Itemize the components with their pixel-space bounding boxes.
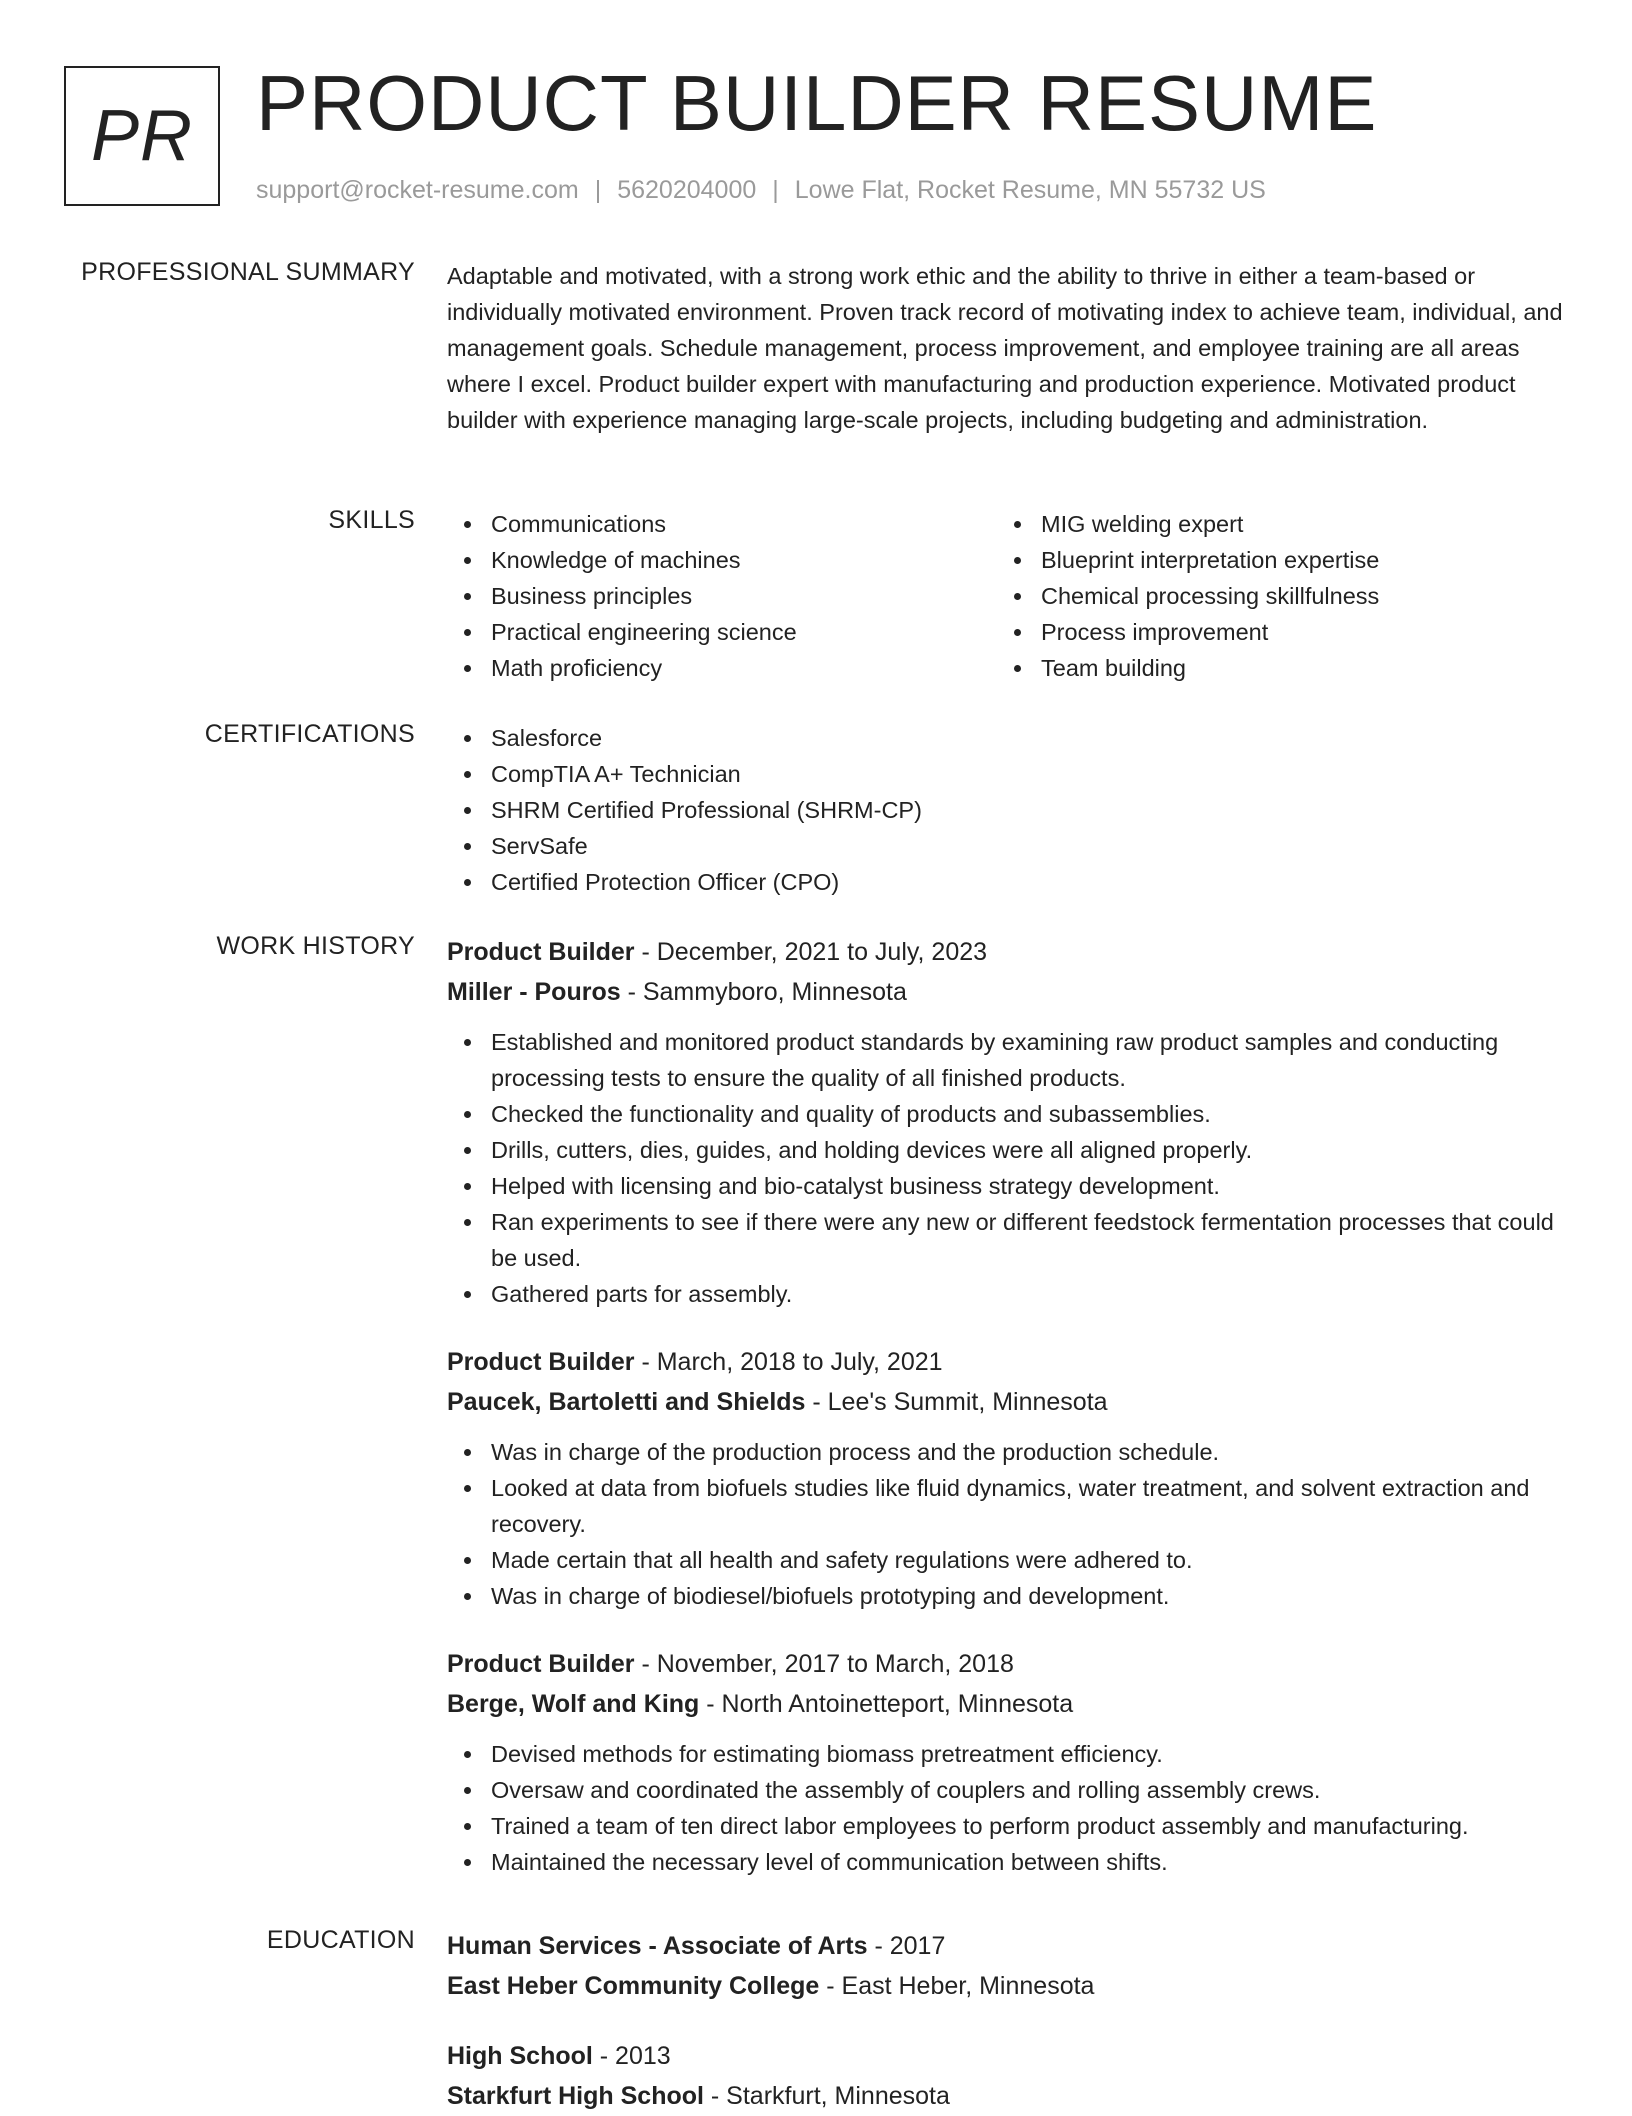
section-label: EDUCATION xyxy=(266,1926,415,1954)
contact-address: Lowe Flat, Rocket Resume, MN 55732 US xyxy=(794,176,1266,204)
list-item: Oversaw and coordinated the assembly of couplers and rolling assembly crews. xyxy=(447,1772,1567,1808)
contact-line xyxy=(256,176,1266,205)
job-title-line xyxy=(447,1342,1567,1382)
section-label: PROFESSIONAL SUMMARY xyxy=(81,258,415,286)
list-item: Math proficiency xyxy=(447,650,967,686)
list-item: Made certain that all health and safety regulations were adhered to. xyxy=(447,1542,1567,1578)
job-dates: - March, 2018 to July, 2021 xyxy=(634,1348,943,1376)
job-title: Product Builder xyxy=(447,1650,635,1678)
list-item: Devised methods for estimating biomass pretreatment efficiency. xyxy=(447,1736,1567,1772)
school: Starkfurt High School xyxy=(447,2082,704,2110)
section-label: CERTIFICATIONS xyxy=(204,720,415,748)
job-company-line xyxy=(447,1684,1567,1724)
summary-text: Adaptable and motivated, with a strong work ethic and the ability to thrive in either a team-based or individually motivated environment. Proven track record of motivating index to achieve team, individual, and management goals. Schedule management, process improvement, and employee training are all areas where I excel. Product builder expert with manufacturing and production experience. Motivated product builder with experience managing large-scale projects, including budgeting and administration. xyxy=(447,263,1563,433)
list-item: ServSafe xyxy=(447,828,1567,864)
contact-separator: | xyxy=(594,176,602,204)
job-company-line xyxy=(447,972,1567,1012)
list-item: Certified Protection Officer (CPO) xyxy=(447,864,1567,900)
job-title: Product Builder xyxy=(447,1348,635,1376)
work-history-body xyxy=(447,932,1567,1880)
job-bullets xyxy=(447,1736,1567,1880)
certifications-list xyxy=(447,720,1567,900)
monogram-logo xyxy=(64,66,220,206)
contact-email[interactable]: support@rocket-resume.com xyxy=(256,176,579,204)
job-bullets xyxy=(447,1434,1567,1614)
job-bullets xyxy=(447,1024,1567,1312)
list-item: Maintained the necessary level of communication between shifts. xyxy=(447,1844,1567,1880)
job-company: Berge, Wolf and King xyxy=(447,1690,700,1718)
list-item: MIG welding expert xyxy=(997,506,1517,542)
list-item: Ran experiments to see if there were any new or different feedstock fermentation processes that could be used. xyxy=(447,1204,1567,1276)
school-line xyxy=(447,2076,1567,2116)
education-entry xyxy=(447,2036,1567,2116)
job-title: Product Builder xyxy=(447,938,635,966)
job-title-line xyxy=(447,1644,1567,1684)
skills-list-left xyxy=(447,506,967,686)
list-item: Helped with licensing and bio-catalyst business strategy development. xyxy=(447,1168,1567,1204)
job-company: Miller - Pouros xyxy=(447,978,621,1006)
degree-year: - 2013 xyxy=(592,2042,671,2070)
list-item: Practical engineering science xyxy=(447,614,967,650)
education-entry xyxy=(447,1926,1567,2006)
job-entry xyxy=(447,1342,1567,1614)
list-item: Established and monitored product standards by examining raw product samples and conducting processing tests to ensure the quality of all finished products. xyxy=(447,1024,1567,1096)
list-item: Gathered parts for assembly. xyxy=(447,1276,1567,1312)
job-company: Paucek, Bartoletti and Shields xyxy=(447,1388,806,1416)
job-company-line xyxy=(447,1382,1567,1422)
list-item: Team building xyxy=(997,650,1517,686)
degree: Human Services - Associate of Arts xyxy=(447,1932,868,1960)
degree: High School xyxy=(447,2042,593,2070)
degree-line xyxy=(447,2036,1567,2076)
job-dates: - December, 2021 to July, 2023 xyxy=(634,938,988,966)
list-item: Business principles xyxy=(447,578,967,614)
list-item: Drills, cutters, dies, guides, and holding devices were all aligned properly. xyxy=(447,1132,1567,1168)
contact-phone[interactable]: 5620204000 xyxy=(617,176,757,204)
list-item: Looked at data from biofuels studies like fluid dynamics, water treatment, and solvent extraction and recovery. xyxy=(447,1470,1567,1542)
job-title-line xyxy=(447,932,1567,972)
list-item: Knowledge of machines xyxy=(447,542,967,578)
job-entry xyxy=(447,1644,1567,1880)
list-item: CompTIA A+ Technician xyxy=(447,756,1567,792)
job-location: - North Antoinetteport, Minnesota xyxy=(699,1690,1074,1718)
list-item: Was in charge of biodiesel/biofuels prototyping and development. xyxy=(447,1578,1567,1614)
degree-year: - 2017 xyxy=(867,1932,946,1960)
list-item: Was in charge of the production process and the production schedule. xyxy=(447,1434,1567,1470)
degree-line xyxy=(447,1926,1567,1966)
resume-title: PRODUCT BUILDER RESUME xyxy=(256,59,1378,147)
job-dates: - November, 2017 to March, 2018 xyxy=(634,1650,1014,1678)
job-location: - Lee's Summit, Minnesota xyxy=(805,1388,1108,1416)
list-item: Process improvement xyxy=(997,614,1517,650)
job-location: - Sammyboro, Minnesota xyxy=(620,978,907,1006)
education-body xyxy=(447,1926,1567,2116)
section-label: SKILLS xyxy=(328,506,415,534)
section-label: WORK HISTORY xyxy=(216,932,415,960)
list-item: Chemical processing skillfulness xyxy=(997,578,1517,614)
list-item: Blueprint interpretation expertise xyxy=(997,542,1517,578)
skills-list-right xyxy=(997,506,1517,686)
school: East Heber Community College xyxy=(447,1972,820,2000)
job-entry xyxy=(447,932,1567,1312)
list-item: Salesforce xyxy=(447,720,1567,756)
school-location: - Starkfurt, Minnesota xyxy=(703,2082,950,2110)
list-item: Checked the functionality and quality of products and subassemblies. xyxy=(447,1096,1567,1132)
list-item: SHRM Certified Professional (SHRM-CP) xyxy=(447,792,1567,828)
contact-separator: | xyxy=(772,176,779,204)
school-location: - East Heber, Minnesota xyxy=(819,1972,1095,2000)
monogram-text: PR xyxy=(90,96,194,176)
list-item: Trained a team of ten direct labor employees to perform product assembly and manufacturing. xyxy=(447,1808,1567,1844)
list-item: Communications xyxy=(447,506,967,542)
school-line xyxy=(447,1966,1567,2006)
